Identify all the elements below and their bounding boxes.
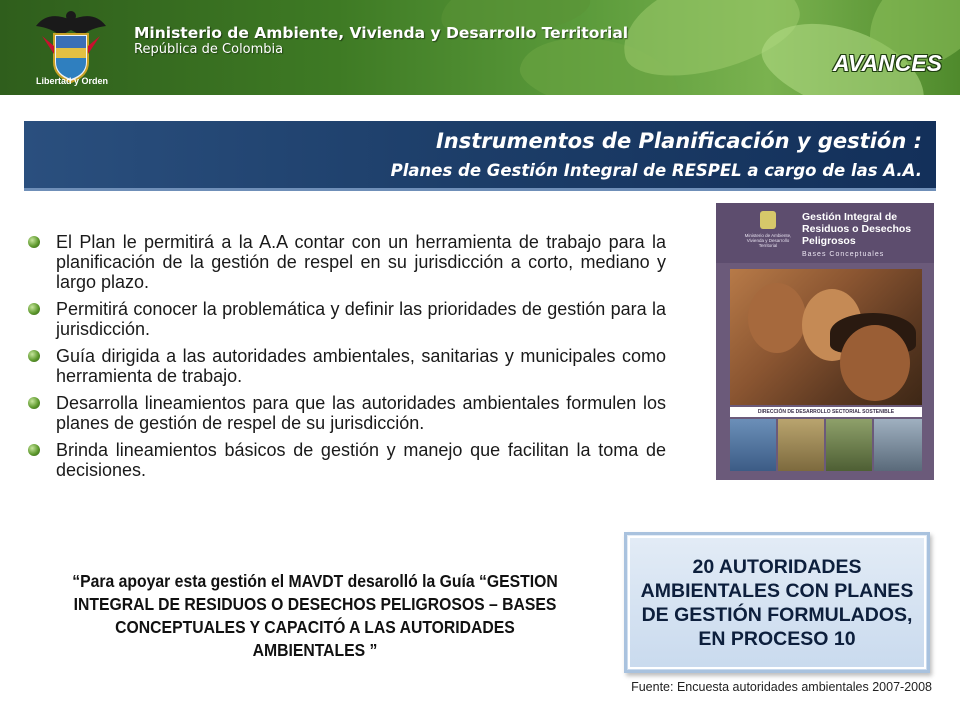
bullet-item: Brinda lineamientos básicos de gestión y manejo que facilitan la toma de decisiones. bbox=[26, 440, 666, 480]
section-label: AVANCES bbox=[832, 50, 942, 76]
child-face bbox=[840, 325, 910, 401]
cover-publisher: Ministerio de Ambiente, Vivienda y Desarrollo Territorial bbox=[744, 233, 792, 248]
slide-subtitle: Planes de Gestión Integral de RESPEL a cargo de las A.A. bbox=[390, 161, 922, 180]
bullet-item: Permitirá conocer la problemática y definir las prioridades de gestión para la jurisdicción. bbox=[26, 299, 666, 339]
cover-title: Gestión Integral de Residuos o Desechos Peligrosos bbox=[802, 211, 912, 247]
bullet-item: Guía dirigida a las autoridades ambientales, sanitarias y municipales como herramienta de trabajo. bbox=[26, 346, 666, 386]
slide-title-bar bbox=[24, 121, 936, 191]
bullet-icon bbox=[28, 397, 40, 409]
bullet-list bbox=[26, 232, 666, 487]
source-note: Fuente: Encuesta autoridades ambientales 2007-2008 bbox=[631, 680, 932, 694]
cover-emblem-icon bbox=[760, 211, 776, 229]
cover-thumbnail bbox=[778, 419, 824, 471]
cover-thumbnail bbox=[730, 419, 776, 471]
cover-band: DIRECCIÓN DE DESARROLLO SECTORIAL SOSTENIBLE bbox=[730, 407, 922, 417]
bullet-icon bbox=[28, 303, 40, 315]
ministry-name: Ministerio de Ambiente, Vivienda y Desarrollo Territorial bbox=[134, 24, 629, 42]
slide-title: Instrumentos de Planificación y gestión : bbox=[435, 129, 922, 153]
crest-motto: Libertad y Orden bbox=[35, 76, 108, 86]
bullet-icon bbox=[28, 444, 40, 456]
bullet-item: Desarrolla lineamientos para que las autoridades ambientales formulen los planes de gestión de respel de su jurisdicción. bbox=[26, 393, 666, 433]
bullet-icon bbox=[28, 350, 40, 362]
child-face bbox=[748, 283, 806, 353]
cover-thumbnail bbox=[826, 419, 872, 471]
bullet-item: El Plan le permitirá a la A.A contar con un herramienta de trabajo para la planificación de la gestión de respel en su jurisdicción a corto, mediano y largo plazo. bbox=[26, 232, 666, 292]
cover-thumbnail bbox=[874, 419, 922, 471]
guide-cover-image bbox=[716, 203, 934, 480]
guide-quote: “Para apoyar esta gestión el MAVDT desarolló la Guía “GESTION INTEGRAL DE RESIDUOS O DESECHOS PELIGROSOS – BASES CONCEPTUALES Y CAPACITÓ A LAS AUTORIDADES AMBIENTALES ” bbox=[72, 571, 558, 660]
country-name: República de Colombia bbox=[134, 42, 284, 57]
children-photo bbox=[730, 269, 922, 405]
header-banner bbox=[0, 0, 960, 95]
stats-callout bbox=[624, 532, 930, 673]
bullet-icon bbox=[28, 236, 40, 248]
stats-text: 20 AUTORIDADES AMBIENTALES CON PLANES DE GESTIÓN FORMULADOS, EN PROCESO 10 bbox=[640, 555, 914, 650]
cover-subtitle: Bases Conceptuales bbox=[802, 251, 885, 258]
